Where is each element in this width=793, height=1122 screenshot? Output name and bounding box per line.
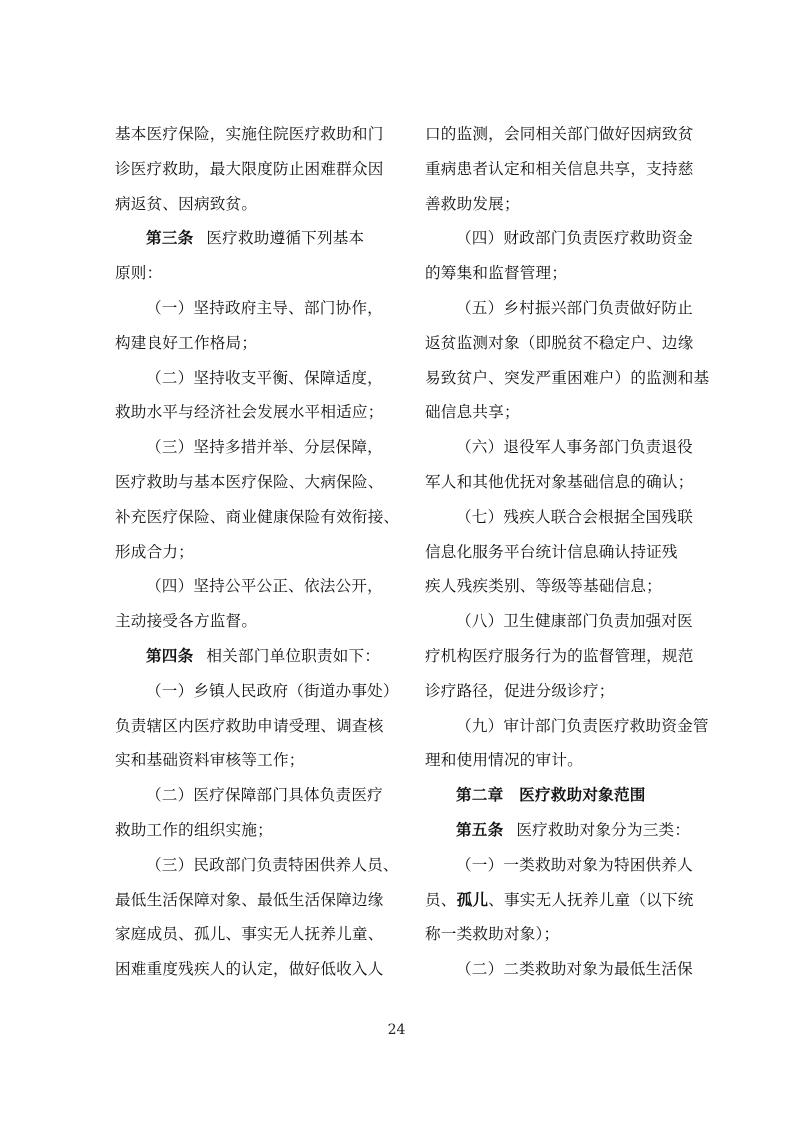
text-line: （五）乡村振兴部门负责做好防止 — [456, 298, 693, 317]
text-line: 原则： — [115, 264, 163, 283]
text-line: （二）二类救助对象为最低生活保 — [456, 960, 693, 979]
left-column — [115, 117, 400, 987]
text-line: 口的监测，会同相关部门做好因病致贫 — [425, 125, 694, 143]
text-line: （一）坚持政府主导、部门协作， — [146, 298, 383, 317]
text-line: 称一类救助对象）； — [425, 925, 560, 944]
text-segment: 、事实无人抚养儿童（以下统 — [488, 890, 694, 909]
text-line: 医疗救助与基本医疗保险、大病保险、 — [115, 472, 384, 491]
text-line: （六）退役军人事务部门负责退役 — [456, 438, 693, 457]
right-column — [425, 117, 715, 987]
text-line: 信息化服务平台统计信息确认持证残 — [425, 542, 678, 561]
text-line: 救助工作的组织实施； — [115, 820, 273, 839]
orphan-term-bold: 孤儿 — [456, 889, 489, 909]
text-line: 疾人残疾类别、等级等基础信息； — [425, 577, 662, 596]
article-5-line — [425, 813, 715, 848]
text-line — [425, 883, 715, 918]
text-line: 础信息共享； — [425, 403, 520, 422]
text-line: 易致贫户、突发严重困难户）的监测和基 — [425, 368, 710, 387]
text-line: （一）一类救助对象为特困供养人 — [456, 855, 693, 874]
text-line: 家庭成员、孤儿、事实无人抚养儿童、 — [115, 925, 384, 944]
text-line: （二）坚持收支平衡、保障适度， — [146, 368, 383, 387]
article-4-text: 相关部门单位职责如下： — [206, 646, 381, 665]
text-line: 军人和其他优抚对象基础信息的确认； — [425, 472, 694, 491]
text-line: 最低生活保障对象、最低生活保障边缘 — [115, 890, 384, 909]
text-line: 形成合力； — [115, 542, 194, 561]
text-line: 的筹集和监督管理； — [425, 264, 568, 283]
text-line: （八）卫生健康部门负责加强对医 — [456, 612, 693, 631]
text-line: 救助水平与经济社会发展水平相适应； — [115, 403, 384, 422]
text-line: （一）乡镇人民政府（街道办事处） — [146, 681, 399, 700]
text-line: 疗机构医疗服务行为的监督管理，规范 — [425, 646, 694, 665]
article-5-label: 第五条 — [456, 819, 504, 839]
article-3-line — [115, 221, 395, 256]
text-line: 补充医疗保险、商业健康保险有效衔接、 — [115, 507, 400, 526]
text-line: （四）坚持公平公正、依法公开， — [146, 577, 383, 596]
text-line: 构建良好工作格局； — [115, 333, 258, 352]
text-line: 实和基础资料审核等工作； — [115, 751, 305, 770]
text-line: 善救助发展； — [425, 194, 520, 213]
text-line: 重病患者认定和相关信息共享，支持慈 — [425, 159, 694, 178]
text-line: （二）医疗保障部门具体负责医疗 — [146, 786, 383, 805]
text-line: 诊医疗救助，最大限度防止困难群众因 — [115, 159, 384, 178]
text-line: 诊疗路径，促进分级诊疗； — [425, 681, 615, 700]
text-line: 基本医疗保险，实施住院医疗救助和门 — [115, 125, 384, 143]
text-line: （九）审计部门负责医疗救助资金管 — [456, 716, 709, 735]
text-line: 主动接受各方监督。 — [115, 612, 258, 631]
text-line: 理和使用情况的审计。 — [425, 751, 583, 770]
text-line: 病返贫、因病致贫。 — [115, 194, 258, 213]
text-line: （七）残疾人联合会根据全国残联 — [456, 507, 693, 526]
text-segment: 员、 — [425, 890, 457, 909]
chapter-2-heading: 第二章 医疗救助对象范围 — [456, 785, 646, 805]
article-3-label: 第三条 — [146, 228, 194, 248]
text-line: （三）民政部门负责特困供养人员、 — [146, 855, 399, 874]
text-line: （三）坚持多措并举、分层保障， — [146, 438, 383, 457]
article-3-text: 医疗救助遵循下列基本 — [206, 229, 365, 248]
text-line: （四）财政部门负责医疗救助资金 — [456, 229, 693, 248]
article-4-label: 第四条 — [146, 645, 194, 665]
text-line: 困难重度残疾人的认定，做好低收入人 — [115, 960, 384, 979]
article-5-text: 医疗救助对象分为三类： — [516, 820, 691, 839]
text-line: 负责辖区内医疗救助申请受理、调查核 — [115, 716, 384, 735]
article-4-line — [115, 639, 395, 674]
page-number: 24 — [387, 1022, 406, 1038]
text-line: 返贫监测对象（即脱贫不稳定户、边缘 — [425, 333, 694, 352]
